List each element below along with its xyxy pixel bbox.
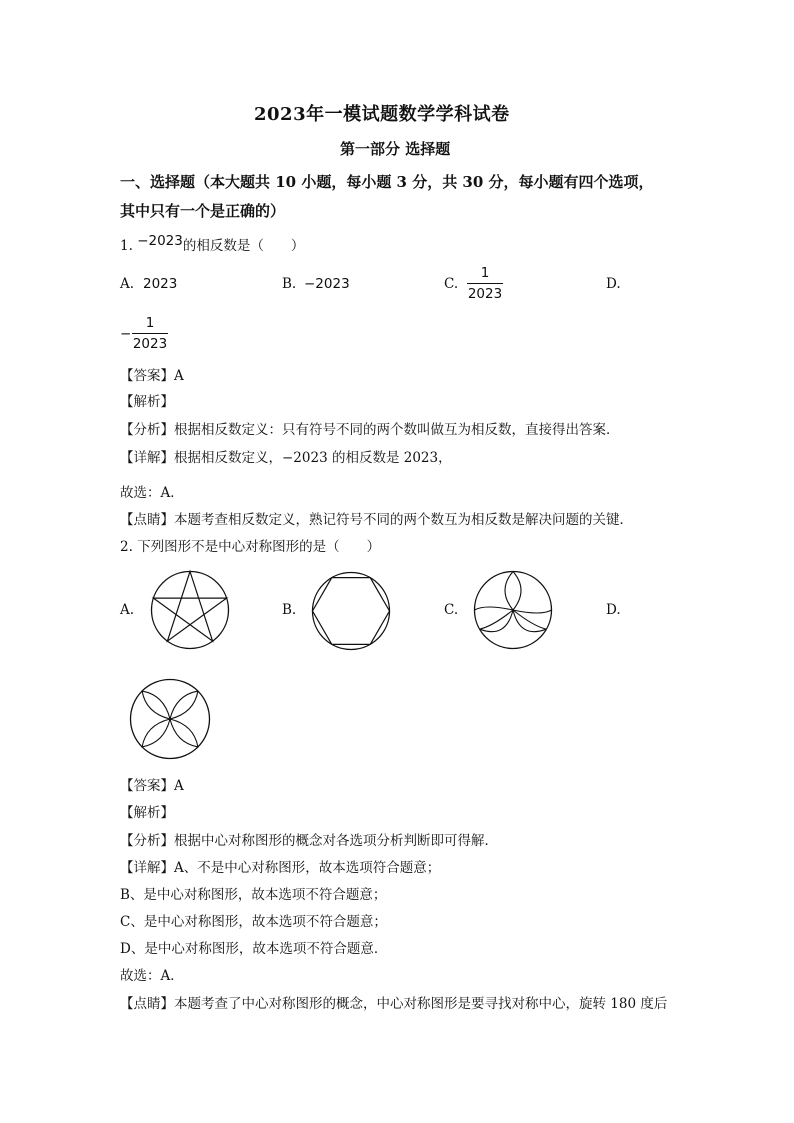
answer-value: A: [174, 368, 184, 384]
option-b-text: −2023: [304, 276, 350, 292]
fig-option-c-label: C.: [444, 602, 459, 618]
q2-line-d: D、是中心对称图形，故本选项不符合题意．: [120, 941, 388, 957]
comment-text: 本题考查相反数定义，熟记符号不同的两个数互为相反数是解决问题的关键．: [174, 512, 633, 528]
section-heading-line-2: 其中只有一个是正确的）: [120, 202, 286, 220]
option-a-label: A.: [120, 276, 135, 292]
q2-choose: 故选：A．: [120, 968, 184, 984]
q1-detail: [120, 446, 452, 466]
question-number: 1.: [120, 238, 133, 254]
option-d-label: D.: [606, 276, 621, 292]
q2-fenxi: [120, 829, 498, 849]
fraction-denominator: 2023: [132, 336, 168, 352]
fig-option-b-label: B.: [282, 602, 297, 618]
fraction-bar: [132, 333, 168, 334]
math-expression: −2023: [137, 233, 183, 249]
fig-option-a-label: A.: [120, 602, 135, 618]
fraction-numerator: 1: [480, 265, 490, 281]
question-1-stem: [120, 234, 304, 254]
fenxi-text: 根据中心对称图形的概念对各选项分析判断即可得解．: [174, 833, 498, 849]
q2-analysis-tag: 【解析】: [120, 805, 174, 821]
q2-line-c: C、是中心对称图形，故本选项不符合题意；: [120, 914, 387, 930]
q1-answer: [120, 364, 184, 384]
fraction-denominator: 2023: [467, 286, 503, 302]
detail-tag: 【详解】: [120, 450, 174, 466]
option-d-fraction: [132, 314, 168, 353]
option-c-label: C.: [444, 276, 459, 292]
question-2-stem: [120, 535, 380, 555]
answer-value: A: [174, 778, 184, 794]
q1-choose: 故选：A．: [120, 485, 184, 501]
answer-tag: 【答案】: [120, 368, 174, 384]
option-a-text: 2023: [143, 276, 178, 292]
four-petal-circle-icon: [129, 678, 211, 760]
q1-analysis-tag: 【解析】: [120, 394, 174, 410]
fenxi-text: 根据相反数定义：只有符号不同的两个数叫做互为相反数，直接得出答案．: [174, 422, 620, 438]
option-b-label: B.: [282, 276, 297, 292]
page-title: 2023年一模试题数学学科试卷: [254, 104, 510, 125]
option-c-fraction: [467, 264, 503, 303]
q1-comment: [120, 508, 633, 528]
option-d-sign: −: [120, 326, 132, 342]
question-number: 2.: [120, 539, 133, 555]
q2-answer: [120, 774, 184, 794]
q2-line-b: B、是中心对称图形，故本选项不符合题意；: [120, 887, 387, 903]
q1-fenxi: [120, 418, 620, 438]
q2-comment: [120, 992, 667, 1012]
detail-text: 根据相反数定义，−2023 的相反数是 2023，: [174, 450, 452, 466]
fenxi-tag: 【分析】: [120, 422, 174, 438]
detail-text: A、不是中心对称图形，故本选项符合题意；: [174, 860, 441, 876]
fraction-bar: [467, 283, 503, 284]
fenxi-tag: 【分析】: [120, 833, 174, 849]
hexagon-in-circle-icon: [311, 571, 391, 651]
part-heading: 第一部分 选择题: [340, 140, 451, 158]
q2-detail: [120, 856, 440, 876]
fraction-numerator: 1: [145, 315, 155, 331]
question-text: 下列图形不是中心对称图形的是（ ）: [137, 539, 381, 555]
comment-text: 本题考查了中心对称图形的概念，中心对称图形是要寻找对称中心，旋转 180 度后: [174, 996, 668, 1012]
star-in-circle-icon: [150, 570, 230, 650]
section-heading-line-1: 一、选择题（本大题共 10 小题，每小题 3 分，共 30 分，每小题有四个选项，: [120, 173, 654, 191]
comment-tag: 【点睛】: [120, 512, 174, 528]
detail-tag: 【详解】: [120, 860, 174, 876]
comment-tag: 【点睛】: [120, 996, 174, 1012]
answer-tag: 【答案】: [120, 778, 174, 794]
fig-option-d-label: D.: [606, 602, 621, 618]
three-petal-circle-icon: [473, 570, 553, 650]
question-text: 的相反数是（ ）: [182, 238, 305, 254]
